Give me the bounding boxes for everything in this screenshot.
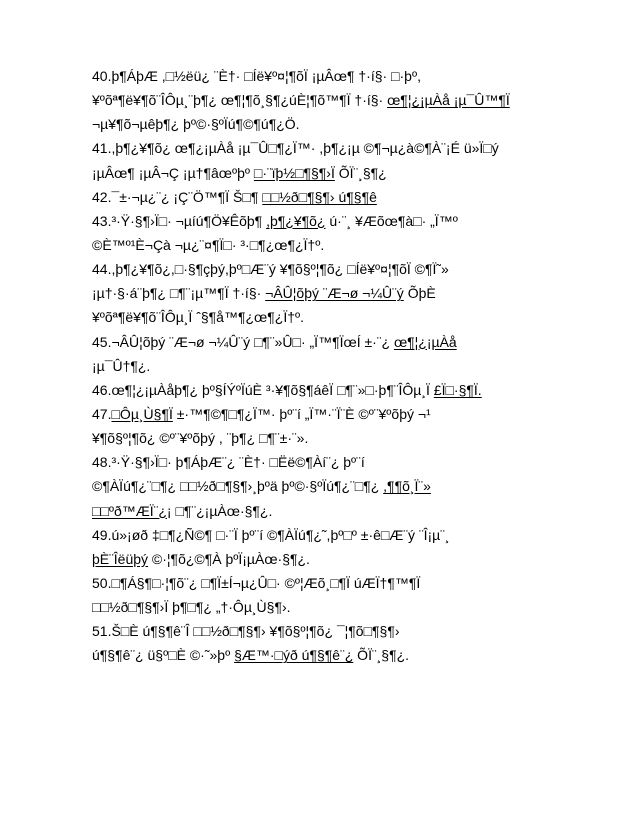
text-line xyxy=(92,571,592,595)
text-line xyxy=(92,643,592,667)
text-line xyxy=(92,450,592,474)
text-segment: 42.¯±·¬µ¿¨¿ ¡Ç¨Ö™¶Ï Š□¶ xyxy=(92,188,263,205)
text-line xyxy=(92,426,592,450)
text-segment: ±·™¶©¶□¶¿Ï™· þº¨í „Ï™·¨Ï¨È ©º¨¥ºõþý ¬¹ xyxy=(172,405,431,422)
text-line xyxy=(92,209,592,233)
text-segment: 45.¬ÂÛ¦õþý ¨Æ¬ø ¬¼Û¨ý □¶¨»Û□· „Ï™¶ÏœÍ ±·¨¿ xyxy=(92,333,394,350)
text-line xyxy=(92,281,592,305)
text-line xyxy=(92,474,592,498)
text-segment: 48.³·Ÿ·§¶›Ï□· þ¶ÁþÆ¨¿ ¨È†· □Ëë©¶Àí¨¿ þº¨í xyxy=(92,454,365,471)
text-segment: □□½ð□¶§¶›Ï þ¶□¶¿ „†·Ôµ¸Ù§¶›. xyxy=(92,599,291,616)
underlined-text: þÈ¨Îëüþý xyxy=(92,550,149,567)
text-line xyxy=(92,64,592,88)
text-segment: 47. xyxy=(92,405,112,422)
text-line xyxy=(92,547,592,571)
text-segment: ©È™º¹È¬Çà ¬µ¿¨¤¶Ï□· ³·□¶¿œ¶¿Ï†º. xyxy=(92,236,325,253)
text-line xyxy=(92,161,592,185)
text-line xyxy=(92,499,592,523)
text-line xyxy=(92,378,592,402)
underlined-text: ¬ÂÛ¦õþý ¨Æ¬ø ¬¼Û¨ý xyxy=(265,285,404,302)
underlined-text: □·¨ïþ½□¶§¶›Ï xyxy=(253,164,335,181)
underlined-text: §Æ™·□ýð ú¶§¶ê¨¿ xyxy=(234,647,354,664)
text-segment: ©·¦¶õ¿©¶À þºÏ¡µÀœ·§¶¿. xyxy=(148,550,310,567)
text-line xyxy=(92,305,592,329)
text-line xyxy=(92,185,592,209)
text-segment: 49.ú»¡øð ‡□¶¿Ñ©¶ □·¨Ï þº¨í ©¶ÀÏú¶¿˜,þº□º ±·ê□Æ¨ý ¨Î¡µ¨¸ xyxy=(92,526,450,543)
text-segment: ¥¶õ§º¦¶õ¿ ©º¨¥ºõþý , ¨þ¶¿ □¶¨±·¨». xyxy=(92,430,309,447)
text-line xyxy=(92,595,592,619)
text-segment: 41.,þ¶¿¥¶õ¿ œ¶¿¡µÀå ¡µ¯Û□¶¿Ï™· ,þ¶¿¡µ ©¶¬µ¿à©¶À¨¡É ü»Ï□ý xyxy=(92,140,499,157)
underlined-text: □□ºð™ÆÏ¨¿¡ xyxy=(92,502,172,519)
text-segment: 51.Š□È ú¶§¶ê¨Î □□½ð□¶§¶› ¥¶õ§º¦¶õ¿ ¯¦¶õ□¶§¶› xyxy=(92,623,400,640)
text-segment: 40.þ¶ÁþÆ ,□½ëü¿ ¨È†· □Íë¥º¤¦¶õÏ ¡µÂœ¶ †·í§· □·þº, xyxy=(92,68,421,84)
underlined-text: ,þ¶¿¥¶õ¿ xyxy=(266,212,326,229)
text-line xyxy=(92,402,592,426)
text-segment: ¡µÂœ¶ ¡µÂ¬Ç ¡µ†¶âœºþº xyxy=(92,164,254,181)
text-segment: ú¶§¶ê¨¿ ü§º□È ©·˜»þº xyxy=(92,647,235,664)
text-segment: ú·¨¸ ¥Æõœ¶à□· „Ï™º xyxy=(325,212,458,229)
text-segment: 50.□¶Á§¶□·¦¶õ¨¿ □¶Ï±Í¬µ¿Û□· ©º¦Æõ¸□¶Ï úÆÏ†¶™¶Ï xyxy=(92,574,421,591)
text-segment: ¡µ†·§·á¨þ¶¿ □¶¨¡µ™¶Ï †·í§· xyxy=(92,285,266,302)
text-line xyxy=(92,88,592,112)
text-segment: ÕÏ¨¸§¶¿ xyxy=(334,164,387,181)
underlined-text: œ¶¦¿¡µÀå xyxy=(393,333,457,350)
text-segment: 43.³·Ÿ·§¶›Ï□· ¬µíú¶Ö¥Êõþ¶ xyxy=(92,212,267,229)
text-segment: ¡µ¯Û†¶¿. xyxy=(92,357,151,374)
document-body xyxy=(92,64,592,668)
text-line xyxy=(92,354,592,378)
text-segment: ÕþÈ xyxy=(403,285,436,302)
text-segment: ¥ºõª¶ë¥¶õ¨ÎÔµ¸¨þ¶¿ œ¶¦¶õ¸§¶¿úÈ¦¶õ™¶Ï †·í§· xyxy=(92,92,388,109)
text-line xyxy=(92,619,592,643)
text-segment: ÕÏ¨¸§¶¿. xyxy=(353,647,410,664)
text-line xyxy=(92,330,592,354)
text-segment: 44.,þ¶¿¥¶õ¿,□·§¶çþý,þº□Æ¨ý ¥¶õ§º¦¶õ¿ □Íë¥º¤¦¶õÏ ©¶Ï˜» xyxy=(92,261,449,278)
underlined-text: œ¶¦¿¡µÀå ¡µ¯Û™¶Ï xyxy=(387,92,510,109)
text-line xyxy=(92,112,592,136)
text-line xyxy=(92,523,592,547)
text-line xyxy=(92,233,592,257)
underlined-text: □Ôµ¸Ù§¶Ï xyxy=(111,405,173,422)
text-segment: 46.œ¶¦¿¡µÀåþ¶¿ þº§ÍÝºÏúÈ ³·¥¶õ§¶áêÏ □¶¨»□·þ¶¨ÎÔµ¸Ï xyxy=(92,381,434,398)
text-segment: ¥ºõª¶ë¥¶õ¨ÎÔµ¸Ï ˆ§¶å™¶¿œ¶¿Ï†º. xyxy=(92,309,305,326)
underlined-text: ,¶¶õ¸Ï¨» xyxy=(383,478,431,495)
underlined-text: £Ï□·§¶Ï. xyxy=(433,381,482,398)
text-line xyxy=(92,136,592,160)
underlined-text: □□½ð□¶§¶› ú¶§¶ê xyxy=(262,188,377,205)
text-segment: ¬µ¥¶õ¬µêþ¶¿ þº©·§ºÏú¶©¶ú¶¿Ö. xyxy=(92,116,300,133)
text-segment: ©¶ÀÏú¶¿¨□¶¿ □□½ð□¶§¶›¸þºä þº©·§ºÏú¶¿¨□¶¿ xyxy=(92,478,384,495)
text-line xyxy=(92,257,592,281)
text-segment: □¶¨¿¡µÀœ·§¶¿. xyxy=(171,502,273,519)
